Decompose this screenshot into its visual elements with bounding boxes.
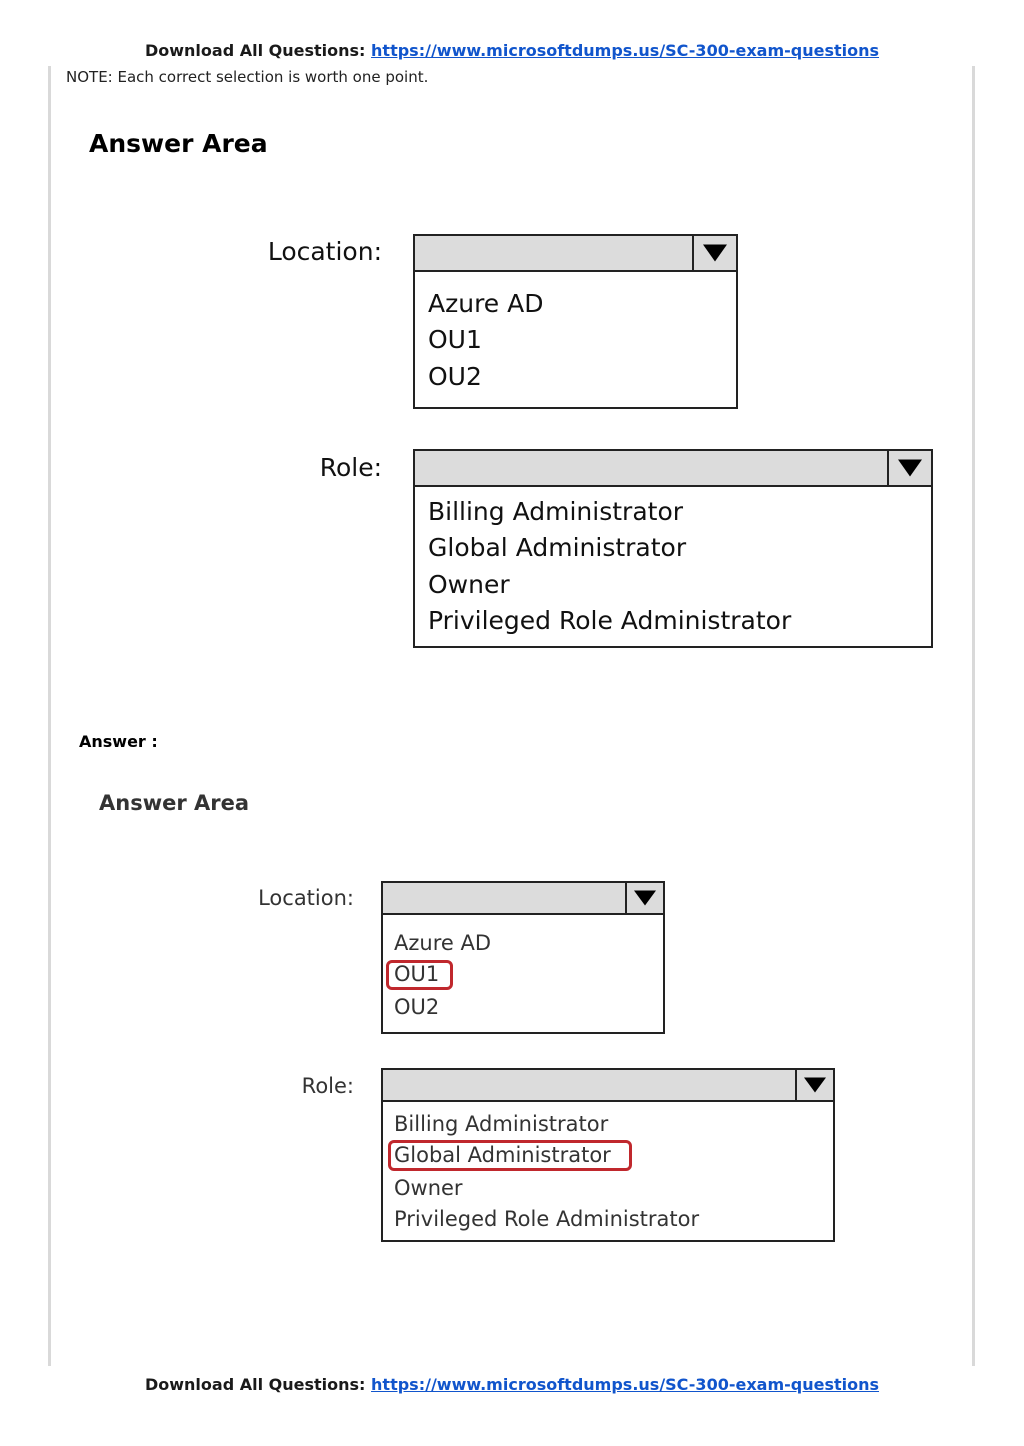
header-prefix: Download All Questions: [144, 41, 366, 60]
answer-area-title: Answer Area [99, 791, 250, 815]
answer-role-list [381, 1100, 835, 1242]
question-role-dropdown[interactable] [413, 449, 933, 487]
chevron-down-icon [634, 891, 656, 906]
answer-role-option-selected[interactable]: Global Administrator [394, 1143, 611, 1167]
answer-location-arrow-box[interactable] [625, 883, 663, 913]
chevron-down-icon [898, 460, 922, 477]
answer-role-label: Role: [301, 1074, 354, 1098]
question-location-arrow-box[interactable] [692, 236, 736, 270]
question-area-title: Answer Area [89, 129, 268, 158]
answer-role-option[interactable]: Billing Administrator [394, 1112, 609, 1136]
answer-role-arrow-box[interactable] [795, 1070, 833, 1100]
page-border-right [972, 66, 975, 1366]
question-location-option[interactable]: OU2 [428, 362, 482, 391]
question-role-option[interactable]: Global Administrator [428, 533, 687, 562]
question-role-arrow-box[interactable] [887, 451, 931, 485]
question-location-option[interactable]: Azure AD [428, 289, 544, 318]
question-role-list [413, 485, 933, 648]
note-text: NOTE: Each correct selection is worth one point. [66, 68, 429, 86]
question-location-label: Location: [267, 237, 382, 266]
answer-role-option[interactable]: Owner [394, 1176, 463, 1200]
question-location-list [413, 270, 738, 409]
answer-location-list [381, 913, 665, 1034]
header-link[interactable]: https://www.microsoftdumps.us/SC-300-exam-questions [371, 41, 880, 60]
chevron-down-icon [804, 1078, 826, 1093]
question-role-option[interactable]: Owner [428, 570, 510, 599]
answer-location-option[interactable]: Azure AD [394, 931, 492, 955]
answer-location-option-selected[interactable]: OU1 [394, 962, 440, 986]
answer-role-dropdown[interactable] [381, 1068, 835, 1102]
footer-prefix: Download All Questions: [144, 1375, 366, 1394]
question-role-option[interactable]: Billing Administrator [428, 497, 684, 526]
answer-location-dropdown[interactable] [381, 881, 665, 915]
page-footer [0, 1375, 1024, 1394]
footer-link[interactable]: https://www.microsoftdumps.us/SC-300-exam-questions [371, 1375, 880, 1394]
question-role-option[interactable]: Privileged Role Administrator [428, 606, 792, 635]
question-role-label: Role: [319, 453, 382, 482]
chevron-down-icon [703, 245, 727, 262]
answer-location-label: Location: [258, 886, 354, 910]
page-border-left [48, 66, 51, 1366]
answer-location-option[interactable]: OU2 [394, 995, 440, 1019]
answer-label: Answer : [79, 732, 158, 751]
answer-role-option[interactable]: Privileged Role Administrator [394, 1207, 700, 1231]
page-header [0, 41, 1024, 60]
question-location-option[interactable]: OU1 [428, 325, 482, 354]
question-location-dropdown[interactable] [413, 234, 738, 272]
